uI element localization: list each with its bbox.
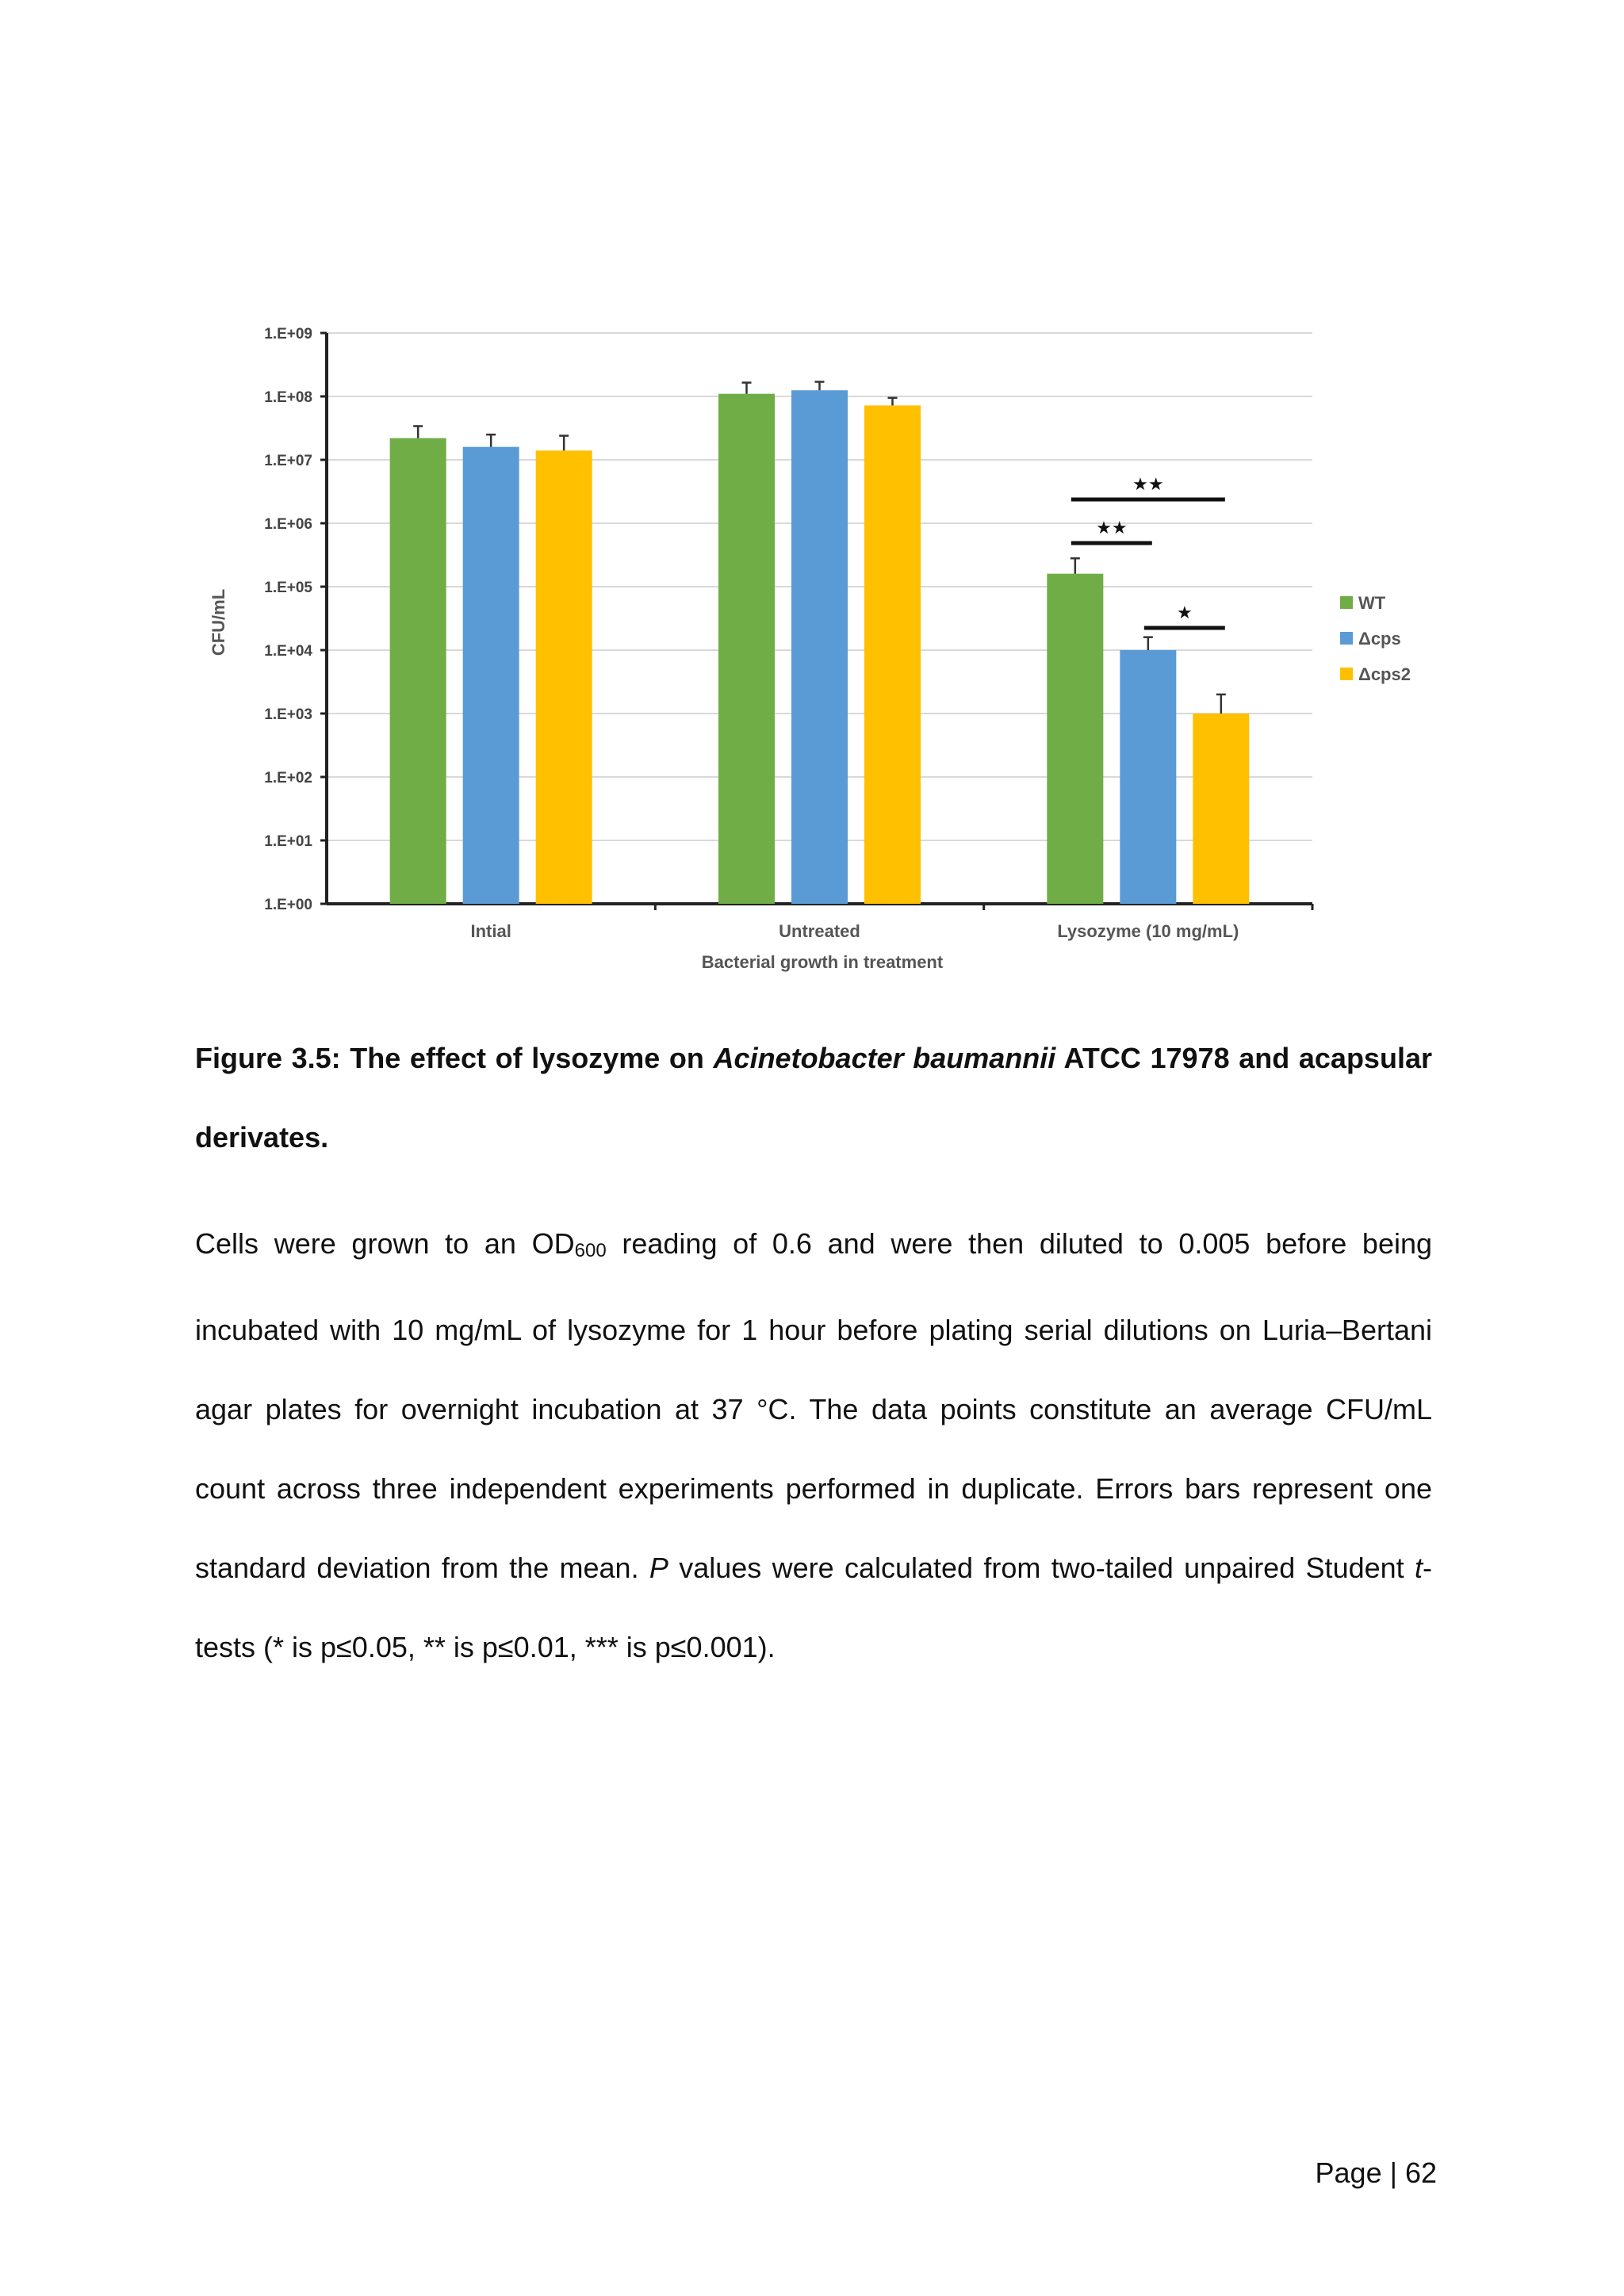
legend-swatch [1340, 596, 1353, 609]
legend-swatch [1340, 632, 1353, 645]
y-tick-label: 1.E+03 [264, 706, 312, 723]
y-tick-label: 1.E+05 [264, 580, 312, 596]
y-tick-label: 1.E+04 [264, 643, 312, 660]
legend-label: Δcps2 [1358, 664, 1411, 684]
bar-chart [0, 0, 1624, 999]
legend [1340, 593, 1411, 684]
y-tick-label: 1.E+06 [264, 516, 312, 533]
bar [1047, 574, 1103, 904]
legend-text-part: Cells were grown to an OD [195, 1227, 575, 1260]
y-axis-label: CFU/mL [209, 588, 228, 656]
significance-stars: ★★ [1096, 518, 1128, 538]
legend-text-part: reading of 0.6 and were then diluted to 0.005 before being incubated with 10 mg/mL of lysozyme for 1 hour before plating serial dilutions on Luria–Bertani agar plates for overnight incubation at 37 °C. The data points constitute an average CFU/mL count across three independent experiments performed in duplicate. Errors bars represent one standard deviation from the mean. [195, 1227, 1433, 1584]
significance-stars: ★★ [1132, 474, 1164, 494]
legend-text-part: -tests (* is p≤0.05, ** is p≤0.01, *** is p≤0.001). [195, 1552, 1432, 1663]
significance-stars: ★ [1176, 603, 1193, 622]
y-tick-label: 1.E+07 [264, 453, 312, 469]
x-tick-label: Untreated [779, 921, 860, 941]
figure-legend-text [195, 1204, 1432, 1687]
x-axis-label: Bacterial growth in treatment [701, 952, 944, 972]
p-italic: P [649, 1552, 668, 1584]
legend-swatch [1340, 668, 1353, 680]
figure-caption [195, 1019, 1432, 1177]
bar [463, 447, 519, 904]
figure-title-rest: ATCC 17978 and acapsular derivates. [195, 1042, 1432, 1154]
od-subscript: 600 [574, 1240, 607, 1261]
bar [791, 390, 848, 904]
y-tick-label: 1.E+01 [264, 833, 312, 850]
y-tick-label: 1.E+08 [264, 389, 312, 406]
species-name: Acinetobacter baumannii [713, 1042, 1056, 1074]
bar [1193, 714, 1249, 904]
x-tick-label: Lysozyme (10 mg/mL) [1057, 921, 1239, 941]
y-tick-label: 1.E+00 [264, 897, 312, 913]
legend-label: WT [1358, 593, 1386, 613]
y-tick-label: 1.E+09 [264, 326, 312, 342]
bar [718, 394, 775, 904]
y-tick-label: 1.E+02 [264, 770, 312, 786]
t-italic: t [1414, 1552, 1423, 1584]
legend-text-part: values were calculated from two-tailed unpaired Student [668, 1552, 1415, 1584]
bar [390, 438, 446, 904]
legend-label: Δcps [1358, 629, 1401, 649]
page-number: Page | 62 [1315, 2156, 1437, 2189]
figure-label: Figure 3.5: The effect of lysozyme on [195, 1042, 714, 1074]
bar [1120, 650, 1176, 904]
bars [390, 390, 1250, 904]
bar [864, 405, 921, 904]
x-tick-label: Intial [470, 921, 511, 941]
bar [536, 450, 592, 904]
